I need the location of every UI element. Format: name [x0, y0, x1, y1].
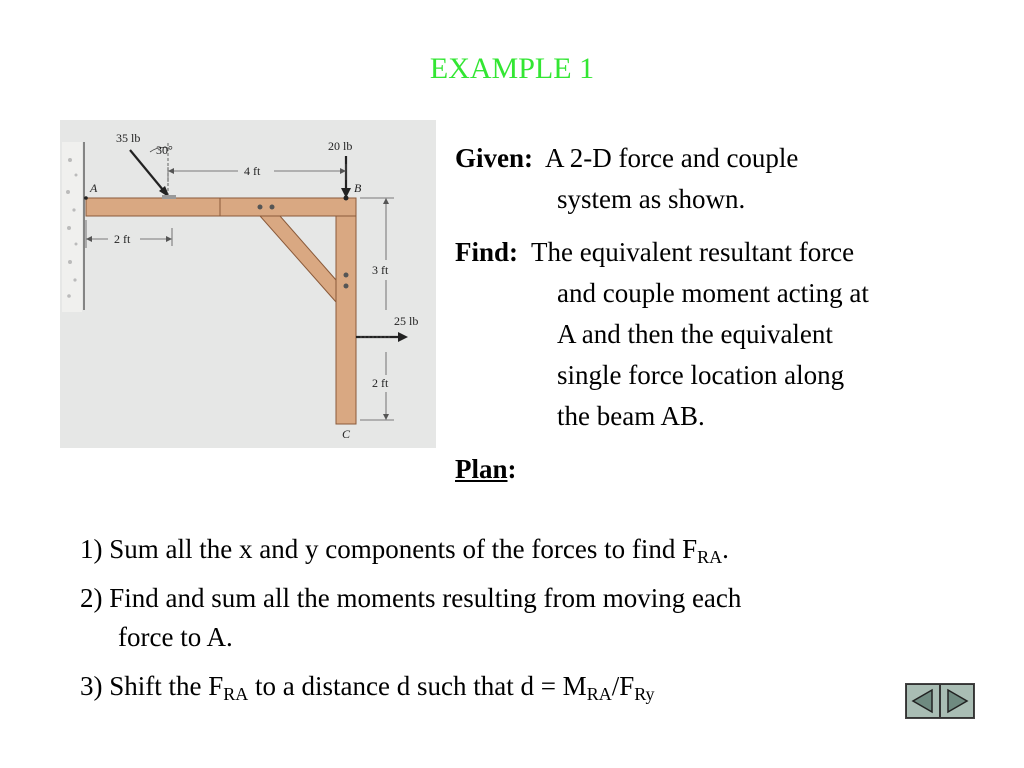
step-3: 3) Shift the $F_{RA}$ to a distance d such that $d = M_{RA}/F_{Ry}$: [80, 671, 655, 704]
label-35lb: 35 lb: [116, 131, 141, 145]
find-text-line4: single force location along: [557, 360, 845, 390]
problem-statement: [455, 138, 995, 490]
beam-ab: [86, 198, 356, 216]
label-30deg: 30°: [156, 143, 173, 157]
find-text-line1: The equivalent resultant force: [531, 237, 855, 267]
label-3ft: 3 ft: [372, 263, 389, 277]
slide-nav: [905, 683, 975, 719]
label-point-b: B: [354, 181, 362, 195]
plan-steps: [80, 530, 960, 716]
find-block: [455, 232, 995, 437]
prev-slide-button[interactable]: [906, 684, 940, 718]
label-point-c: C: [342, 427, 351, 441]
slide-title: EXAMPLE 1: [429, 52, 595, 85]
find-label: Find:: [455, 237, 519, 267]
wall-support: [62, 142, 82, 312]
next-slide-button[interactable]: [940, 684, 974, 718]
column-bc: [336, 216, 356, 424]
label-2ft-vertical: 2 ft: [372, 376, 389, 390]
label-point-a: A: [90, 181, 98, 195]
plan-block: [455, 449, 995, 490]
step-2: 2) Find and sum all the moments resulting from moving each force to A.: [80, 583, 742, 652]
label-4ft: 4 ft: [244, 164, 261, 178]
given-block: [455, 138, 995, 220]
given-label: Given:: [455, 143, 533, 173]
label-2ft-horizontal: 2 ft: [114, 232, 131, 246]
label-25lb: 25 lb: [394, 314, 419, 328]
find-text-line2: and couple moment acting at: [557, 278, 869, 308]
triangle-right-icon: [944, 688, 970, 714]
triangle-left-icon: [910, 688, 936, 714]
find-text-line3: A and then the equivalent: [557, 319, 833, 349]
plan-label: Plan:: [455, 454, 517, 484]
beam-diagram: [60, 120, 436, 448]
step-1: 1) Sum all the x and y components of the forces to find $F_{RA}$.: [80, 534, 729, 567]
find-text-line5: the beam AB.: [557, 401, 705, 431]
beam-figure: [60, 120, 436, 448]
label-20lb: 20 lb: [328, 139, 353, 153]
given-text-line2: system as shown.: [557, 184, 746, 214]
given-text-line1: A 2-D force and couple: [545, 143, 799, 173]
diagonal-brace: [260, 216, 336, 302]
